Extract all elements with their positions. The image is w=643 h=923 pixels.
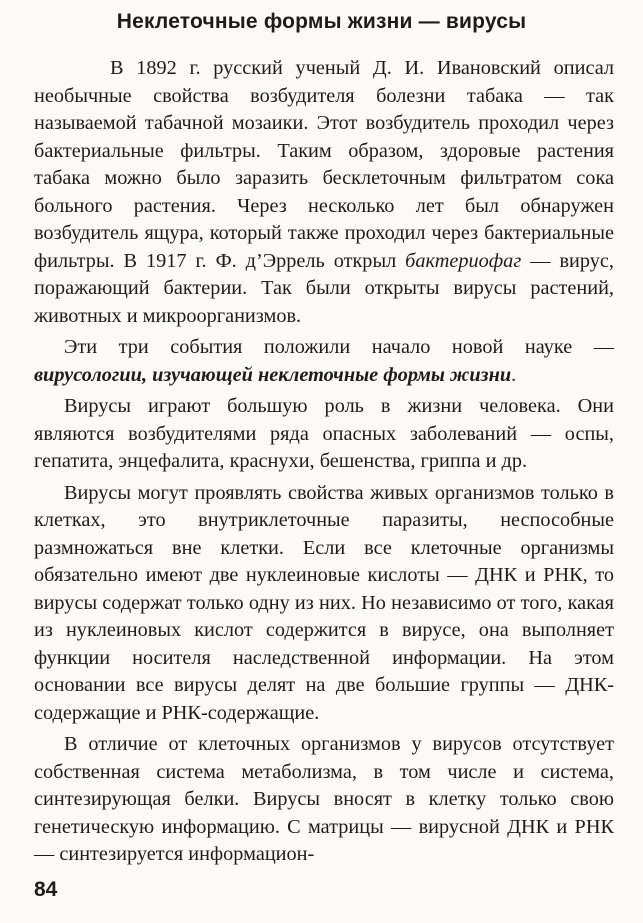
paragraph-virology-text-b: . [511, 363, 517, 386]
paragraph-history-text-b: — вирус, поражающий бактерии. Так были открыты вирусы растений, животных и микроорганизмов. [34, 249, 614, 327]
paragraph-virology [34, 334, 614, 389]
paragraph-nucleic-acids: Вирусы могут проявлять свойства живых организмов только в клетках, это внутриклеточные паразиты, неспособные размножаться вне клетки. Если все клеточные организмы обязательно имеют две нуклеиновые кислоты — ДНК и РНК, то вирусы содержат только одну из них. Но независимо от того, какая из нуклеиновых кислот содержится в вирусе, она выполняет функции носителя наследственной информации. На этом основании все вирусы делят на две большие группы — ДНК-содержащие и РНК-содержащие. [34, 481, 614, 724]
paragraph-metabolism: В отличие от клеточных организмов у вирусов отсутствует собственная система метаболизма, в том числе и система, синтезирующая белки. Вирусы вносят в клетку только свою генетическую информацию. С матрицы — вирусной ДНК и РНК — синтезируется информацион- [34, 733, 614, 865]
paragraph-history [34, 55, 614, 330]
term-bacteriophage: бактериофаг [405, 249, 522, 272]
term-virology: вирусологии, изучающей неклеточные формы жизни [34, 363, 512, 386]
paragraph-human-diseases: Вирусы играют большую роль в жизни человека. Они являются возбудителями ряда опасных заболеваний — оспы, гепатита, энцефалита, краснухи, бешенства, гриппа и др. [34, 395, 614, 472]
section-title: Неклеточные формы жизни — вирусы [116, 10, 527, 33]
paragraph-virology-text-a: Эти три события положили начало новой науке — [64, 336, 614, 358]
page-body [34, 55, 614, 873]
page-number: 84 [34, 878, 58, 901]
paragraph-history-text-a: В 1892 г. русский ученый Д. И. Ивановский описал необычные свойства возбудителя болезни табака — так называемой табачной мозаики. Этот возбудитель проходил через бактериальные фильтры. Таким образом, здоровые растения табака можно было заразить бесклеточным фильтратом сока больного растения. Через несколько лет был обнаружен возбудитель ящура, который также проходил через бактериальные фильтры. В 1917 г. Ф. д’Эррель открыл [34, 57, 614, 272]
